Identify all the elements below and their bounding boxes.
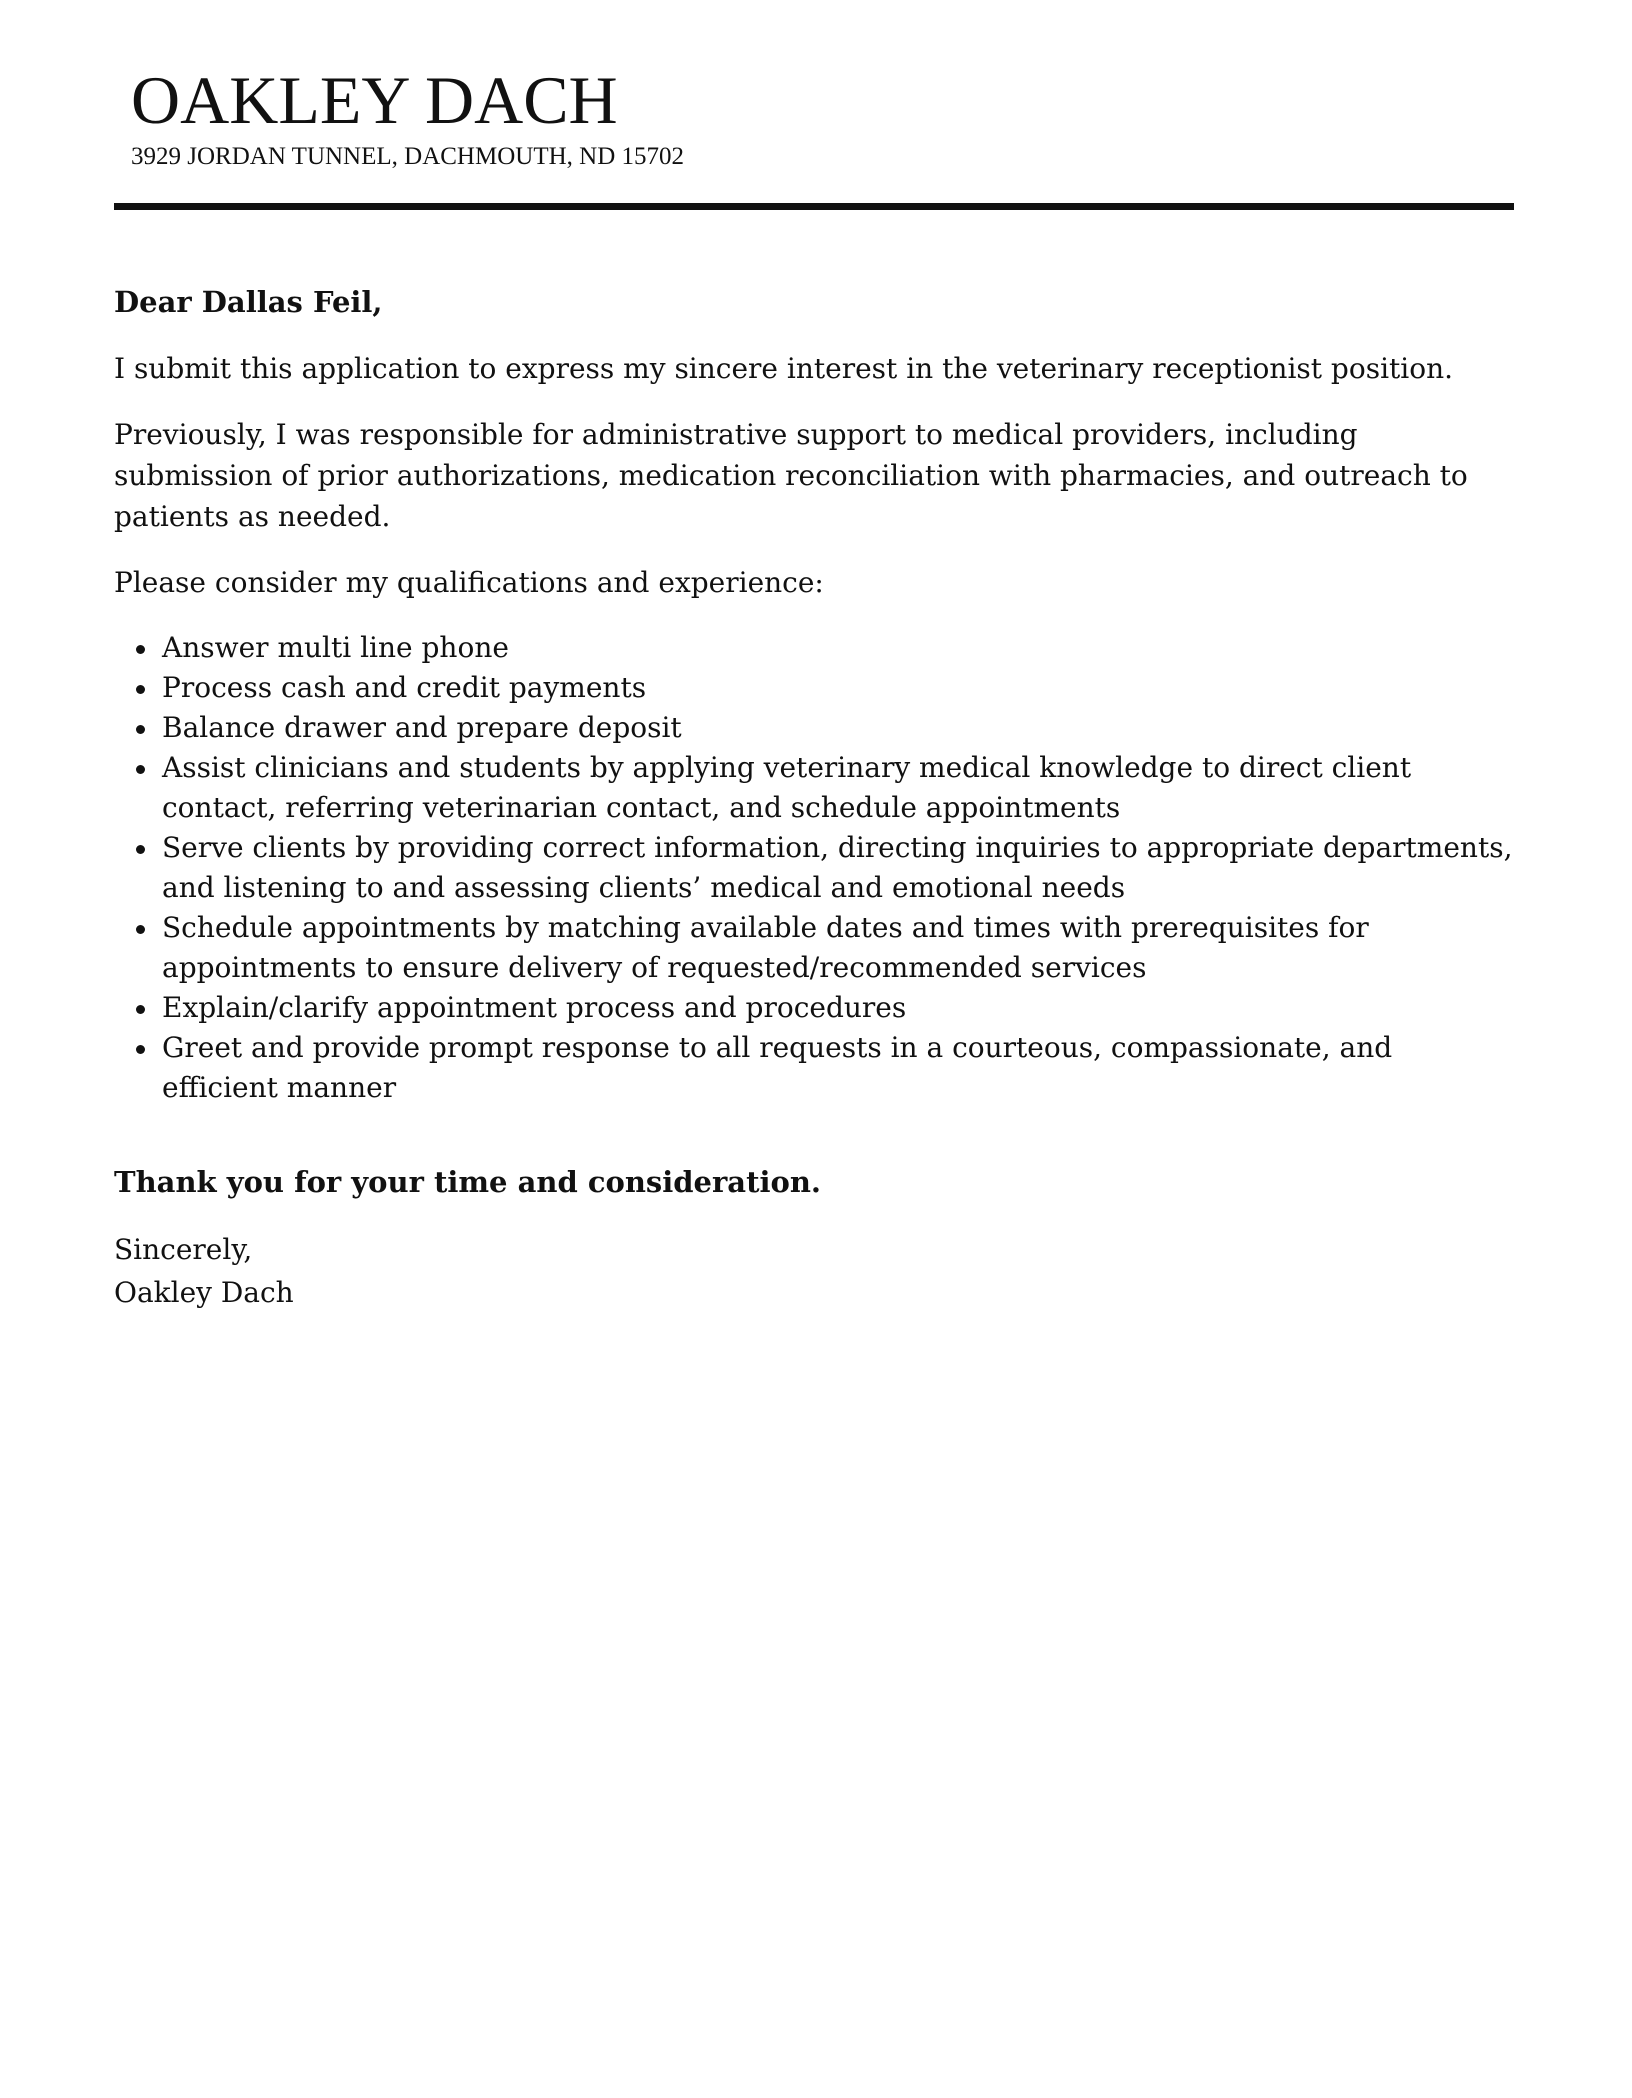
header-divider bbox=[114, 203, 1514, 210]
bullet-icon bbox=[136, 845, 145, 854]
bullet-icon bbox=[136, 1005, 145, 1014]
list-item-text: Serve clients by providing correct information, directing inquiries to appropriate departments, and listening to and assessing clients’ medical and emotional needs bbox=[162, 831, 1513, 904]
list-item bbox=[162, 748, 1514, 828]
intro-paragraph: I submit this application to express my sincere interest in the veterinary receptionist position. bbox=[114, 352, 1454, 385]
list-item-text: Balance drawer and prepare deposit bbox=[162, 711, 682, 744]
qualifications-list bbox=[114, 628, 1514, 1108]
list-item bbox=[162, 988, 1514, 1028]
list-item bbox=[162, 908, 1514, 988]
qualifications-lead: Please consider my qualifications and experience: bbox=[114, 566, 824, 599]
list-item-text: Schedule appointments by matching available dates and times with prerequisites for appointments to ensure delivery of requested/recommended services bbox=[162, 911, 1369, 984]
list-item-text: Answer multi line phone bbox=[162, 631, 509, 664]
bullet-icon bbox=[136, 685, 145, 694]
applicant-name: OAKLEY DACH bbox=[131, 62, 618, 138]
list-item-text: Explain/clarify appointment process and procedures bbox=[162, 991, 907, 1024]
bullet-icon bbox=[136, 765, 145, 774]
list-item-text: Greet and provide prompt response to all requests in a courteous, compassionate, and efficient manner bbox=[162, 1031, 1393, 1104]
list-item bbox=[162, 828, 1514, 908]
experience-paragraph: Previously, I was responsible for administrative support to medical providers, including submission of prior authorizations, medication reconciliation with pharmacies, and outreach to patients as needed. bbox=[114, 418, 1468, 533]
bullet-icon bbox=[136, 645, 145, 654]
letter-body bbox=[114, 282, 1514, 1314]
bullet-icon bbox=[136, 925, 145, 934]
list-item bbox=[162, 668, 1514, 708]
letterhead bbox=[131, 62, 1511, 172]
bullet-icon bbox=[136, 725, 145, 734]
list-item bbox=[162, 708, 1514, 748]
signature-name: Oakley Dach bbox=[114, 1276, 294, 1309]
bullet-icon bbox=[136, 1045, 145, 1054]
list-item bbox=[162, 1028, 1514, 1108]
applicant-address: 3929 JORDAN TUNNEL, DACHMOUTH, ND 15702 bbox=[131, 143, 685, 170]
salutation: Dear Dallas Feil, bbox=[114, 285, 383, 319]
list-item bbox=[162, 628, 1514, 668]
list-item-text: Process cash and credit payments bbox=[162, 671, 647, 704]
closing-phrase: Sincerely, bbox=[114, 1233, 253, 1266]
list-item-text: Assist clinicians and students by applying veterinary medical knowledge to direct client contact, referring veterinarian contact, and schedule appointments bbox=[162, 751, 1412, 824]
thank-you-line: Thank you for your time and consideration. bbox=[114, 1165, 822, 1199]
